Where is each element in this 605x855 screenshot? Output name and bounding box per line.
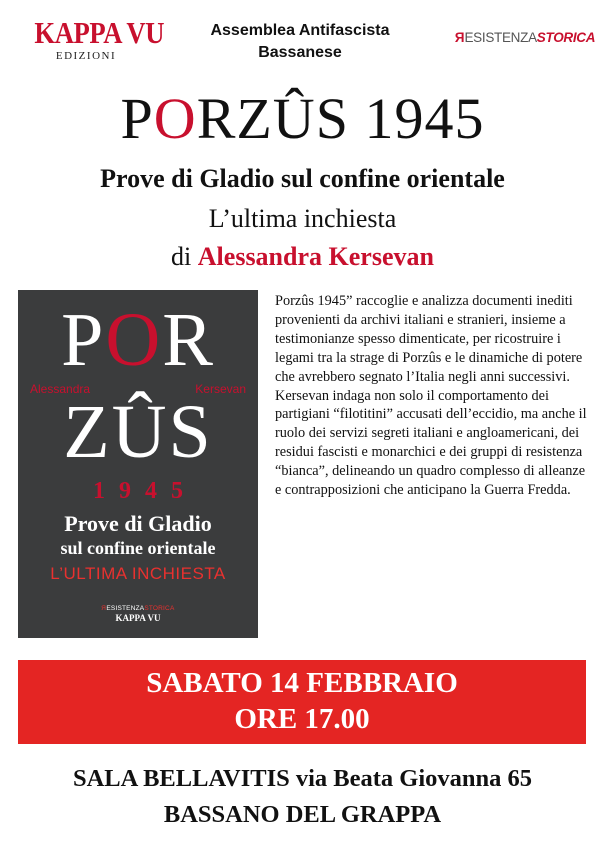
venue-city: BASSANO DEL GRAPPA xyxy=(163,801,442,828)
resist-logo-r: R xyxy=(455,30,465,45)
organizer-line1: Assemblea Antifascista xyxy=(210,22,390,39)
organizer-name xyxy=(170,20,430,64)
cover-letter-o: O xyxy=(105,298,163,382)
resist-logo-b: STORICA xyxy=(536,30,596,45)
title-part1: P xyxy=(120,86,154,151)
cover-logo-r: R xyxy=(101,605,107,612)
book-cover xyxy=(18,290,258,638)
publisher-name: KAPPA VU xyxy=(34,15,165,50)
cover-logo-a: ESISTENZA xyxy=(106,605,145,612)
cover-year: 1945 xyxy=(93,478,197,504)
event-date: SABATO 14 FEBBRAIO xyxy=(146,667,458,699)
venue-address: SALA BELLAVITIS via Beata Giovanna 65 xyxy=(72,765,533,792)
tagline: L’ultima inchiesta xyxy=(208,204,397,233)
cover-logo-b: STORICA xyxy=(144,605,175,612)
title-part2: RZÛS 1945 xyxy=(196,86,485,151)
cover-author-first: Alessandra xyxy=(30,382,91,396)
event-banner xyxy=(18,660,586,744)
cover-subtitle-2: sul confine orientale xyxy=(60,538,216,558)
cover-title-por xyxy=(18,300,258,380)
event-time: ORE 17.00 xyxy=(234,703,370,735)
author-prefix: di xyxy=(171,242,192,271)
resistenza-storica-logo xyxy=(455,30,595,45)
cover-letter-p: P xyxy=(61,298,106,382)
publisher-sub: EDIZIONI xyxy=(55,50,117,62)
cover-subtitle-3: L’ULTIMA INCHIESTA xyxy=(50,564,226,583)
organizer-line2: Bassanese xyxy=(258,44,342,61)
cover-letter-r: R xyxy=(162,298,215,382)
author-line xyxy=(0,242,605,272)
subtitle: Prove di Gladio sul confine orientale xyxy=(100,164,505,193)
cover-title-zus: ZÛS xyxy=(63,390,213,474)
kappa-vu-logo xyxy=(26,15,165,62)
cover-publisher-logo: KAPPA VU xyxy=(115,613,161,623)
main-title xyxy=(0,88,605,150)
author-name: Alessandra Kersevan xyxy=(197,242,434,271)
cover-resist-logo xyxy=(18,605,258,612)
title-red-letter: O xyxy=(153,86,197,151)
book-description: Porzûs 1945” raccoglie e analizza documenti inediti provenienti da archivi italiani e stranieri, insieme a testimonianze spesso dimenticate, per ricostruire i legami tra la strage di Porzûs e le dinamiche di potere che avrebbero segnato l’Italia negli anni successivi. Kersevan indaga non solo il comportamento dei partigiani “filotitini” accusati dell’eccidio, ma anche il ruolo dei servizi segreti italiani e angloamericani, dei residui fascisti e monarchici e dei gruppi di resistenza “bianca”, delineando un quadro complesso di alleanze e contrapposizioni che anticipano la Guerra Fredda. xyxy=(275,293,587,499)
cover-subtitle-1: Prove di Gladio xyxy=(64,511,212,536)
resist-logo-a: ESISTENZA xyxy=(464,30,537,45)
cover-author-last: Kersevan xyxy=(195,382,246,396)
